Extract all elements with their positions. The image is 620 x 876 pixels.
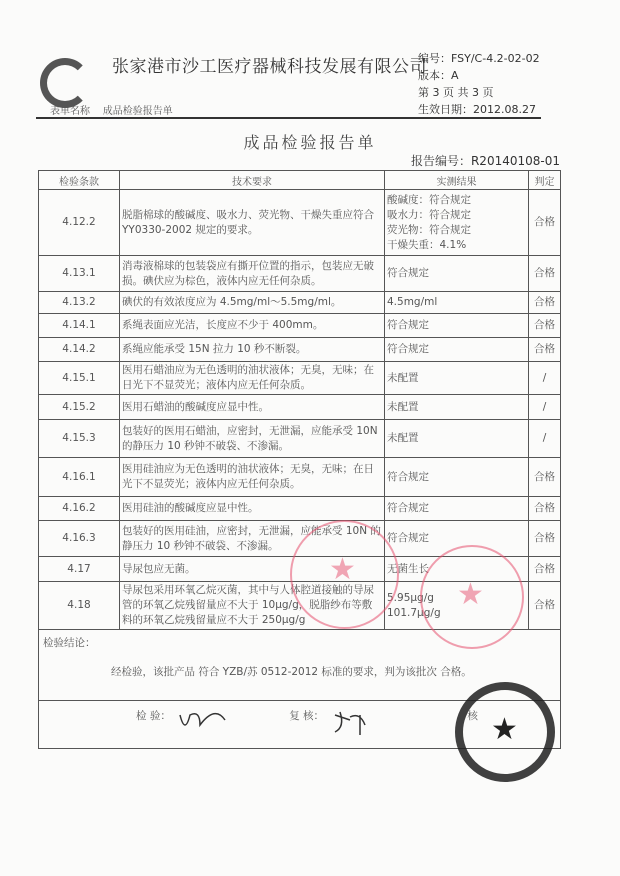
col-verdict: 判定 bbox=[529, 171, 561, 190]
verdict-cell: 合格 bbox=[529, 256, 561, 292]
doc-page: 第 3 页 共 3 页 bbox=[418, 86, 494, 99]
result-cell: 符合规定 bbox=[385, 314, 529, 338]
verdict-cell: / bbox=[529, 362, 561, 395]
clause-cell: 4.13.2 bbox=[39, 292, 120, 314]
doc-version: 版本：A bbox=[418, 69, 459, 82]
doc-code: 编号：FSY/C-4.2-02-02 bbox=[418, 52, 540, 65]
result-cell: 未配置 bbox=[385, 362, 529, 395]
clause-cell: 4.12.2 bbox=[39, 190, 120, 256]
col-requirement: 技术要求 bbox=[120, 171, 385, 190]
reviewer-signature bbox=[335, 712, 365, 735]
requirement-cell: 医用石蜡油应为无色透明的油状液体；无臭，无味；在日光下不显荧光；液体内应无任何杂质。 bbox=[120, 362, 385, 395]
verdict-cell: / bbox=[529, 420, 561, 458]
table-row bbox=[39, 256, 561, 292]
company-logo bbox=[40, 58, 90, 108]
clause-cell: 4.18 bbox=[39, 582, 120, 630]
table-row bbox=[39, 338, 561, 362]
verdict-cell: 合格 bbox=[529, 557, 561, 582]
inspector-signature bbox=[180, 714, 225, 725]
requirement-cell: 系绳表面应光洁，长度应不少于 400mm。 bbox=[120, 314, 385, 338]
star-icon: ★ bbox=[329, 552, 356, 587]
requirement-cell: 导尿包应无菌。 bbox=[120, 557, 385, 582]
verdict-cell: 合格 bbox=[529, 314, 561, 338]
signature-marks bbox=[160, 700, 400, 740]
form-name bbox=[50, 102, 173, 117]
requirement-cell: 脱脂棉球的酸碱度、吸水力、荧光物、干燥失重应符合 YY0330-2002 规定的要求。 bbox=[120, 190, 385, 256]
verdict-cell: 合格 bbox=[529, 338, 561, 362]
table-row bbox=[39, 292, 561, 314]
requirement-cell: 医用石蜡油的酸碱度应显中性。 bbox=[120, 395, 385, 420]
table-row bbox=[39, 420, 561, 458]
verdict-cell: 合格 bbox=[529, 497, 561, 521]
result-cell: 符合规定 bbox=[385, 256, 529, 292]
requirement-cell: 碘伏的有效浓度应为 4.5mg/ml～5.5mg/ml。 bbox=[120, 292, 385, 314]
clause-cell: 4.15.3 bbox=[39, 420, 120, 458]
result-cell: 酸碱度：符合规定 吸水力：符合规定 荧光物：符合规定 干燥失重：4.1% bbox=[385, 190, 529, 256]
requirement-cell: 医用硅油的酸碱度应显中性。 bbox=[120, 497, 385, 521]
clause-cell: 4.16.3 bbox=[39, 521, 120, 557]
red-seal bbox=[420, 545, 524, 649]
requirement-cell: 导尿包采用环氧乙烷灭菌，其中与人体腔道接触的导尿管的环氧乙烷残留量应不大于 10μg/g，脱脂纱布等敷料的环氧乙烷残留量应不大于 250μg/g bbox=[120, 582, 385, 630]
clause-cell: 4.15.1 bbox=[39, 362, 120, 395]
red-seal bbox=[290, 520, 399, 629]
clause-cell: 4.16.1 bbox=[39, 458, 120, 497]
table-row bbox=[39, 458, 561, 497]
conclusion-text: 经检验，该批产品 符合 YZB/苏 0512-2012 标准的要求，判为该批次 合格。 bbox=[111, 666, 472, 678]
inspector-label: 检 验： bbox=[136, 710, 171, 722]
table-header-row bbox=[39, 171, 561, 190]
star-icon: ★ bbox=[491, 712, 518, 747]
result-cell: 5.95μg/g 101.7μg/g bbox=[385, 582, 529, 630]
result-cell: 符合规定 bbox=[385, 497, 529, 521]
clause-cell: 4.15.2 bbox=[39, 395, 120, 420]
col-result: 实测结果 bbox=[385, 171, 529, 190]
star-icon: ★ bbox=[457, 577, 484, 612]
page-title: 成品检验报告单 bbox=[243, 133, 377, 152]
verdict-cell: 合格 bbox=[529, 292, 561, 314]
requirement-cell: 包装好的医用石蜡油，应密封，无泄漏，应能承受 10N 的静压力 10 秒钟不破袋、不渗漏。 bbox=[120, 420, 385, 458]
verdict-cell: / bbox=[529, 395, 561, 420]
clause-cell: 4.16.2 bbox=[39, 497, 120, 521]
table-row bbox=[39, 497, 561, 521]
result-cell: 未配置 bbox=[385, 395, 529, 420]
form-name-label: 表单名称 bbox=[50, 106, 90, 117]
clause-cell: 4.14.1 bbox=[39, 314, 120, 338]
verdict-cell: 合格 bbox=[529, 521, 561, 557]
effective-date: 生效日期：2012.08.27 bbox=[418, 103, 536, 116]
requirement-cell: 医用硅油应为无色透明的油状液体；无臭，无味；在日光下不显荧光；液体内应无任何杂质。 bbox=[120, 458, 385, 497]
result-cell: 未配置 bbox=[385, 420, 529, 458]
table-row bbox=[39, 395, 561, 420]
conclusion-label: 检验结论： bbox=[43, 637, 96, 649]
requirement-cell: 包装好的医用硅油，应密封，无泄漏，应能承受 10N 的静压力 10 秒钟不破袋、不渗漏。 bbox=[120, 521, 385, 557]
verdict-cell: 合格 bbox=[529, 582, 561, 630]
result-cell: 无菌生长 bbox=[385, 557, 529, 582]
clause-cell: 4.17 bbox=[39, 557, 120, 582]
requirement-cell: 消毒液棉球的包装袋应有撕开位置的指示，包装应无破损。碘伏应为棕色，液体内应无任何杂质。 bbox=[120, 256, 385, 292]
requirement-cell: 系绳应能承受 15N 拉力 10 秒不断裂。 bbox=[120, 338, 385, 362]
verdict-cell: 合格 bbox=[529, 190, 561, 256]
col-clause: 检验条款 bbox=[39, 171, 120, 190]
approver-label: 核 bbox=[467, 710, 478, 722]
table-row bbox=[39, 362, 561, 395]
header-rule bbox=[36, 117, 541, 119]
result-cell: 符合规定 bbox=[385, 521, 529, 557]
result-cell: 4.5mg/ml bbox=[385, 292, 529, 314]
black-seal bbox=[455, 682, 555, 782]
result-cell: 符合规定 bbox=[385, 338, 529, 362]
inspection-table bbox=[38, 170, 561, 749]
report-number: 报告编号：R20140108-01 bbox=[410, 154, 560, 168]
table-row bbox=[39, 314, 561, 338]
table-row bbox=[39, 190, 561, 256]
verdict-cell: 合格 bbox=[529, 458, 561, 497]
company-name: 张家港市沙工医疗器械科技发展有限公司 bbox=[112, 57, 427, 77]
clause-cell: 4.13.1 bbox=[39, 256, 120, 292]
result-cell: 符合规定 bbox=[385, 458, 529, 497]
form-name-value: 成品检验报告单 bbox=[102, 106, 173, 117]
clause-cell: 4.14.2 bbox=[39, 338, 120, 362]
reviewer-label: 复 核： bbox=[289, 710, 325, 722]
